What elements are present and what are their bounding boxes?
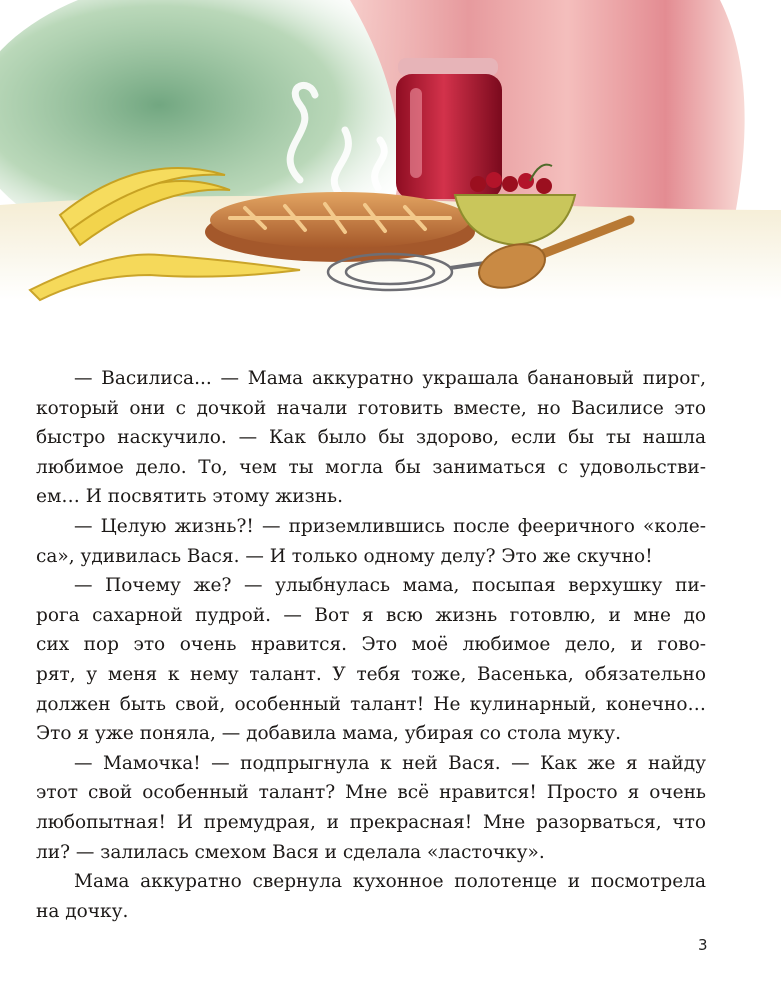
text-line: Это я уже поняла, — добавила мама, убирая со стола муку. (36, 723, 621, 745)
text-line: — Целую жизнь?! — приземлившись после фееричного «коле- (74, 515, 706, 537)
text-line: этот свой особенный талант? Мне всё нравится! Просто я очень (36, 782, 706, 804)
pie-icon (205, 192, 475, 262)
paragraph (36, 512, 706, 571)
text-line: — Мамочка! — подпрыгнула к ней Вася. — Как же я найду (74, 752, 706, 774)
kitchen-illustration (0, 0, 781, 320)
text-line: сих пор это очень нравится. Это моё любимое дело, и гово- (36, 634, 706, 656)
text-line: ем… И посвятить этому жизнь. (36, 486, 344, 508)
story-text (36, 364, 706, 926)
page-number: 3 (698, 936, 708, 954)
text-line: Мама аккуратно свернула кухонное полотенце и посмотрела (74, 871, 706, 893)
text-line: рят, у меня к нему талант. У тебя тоже, Васенька, обязательно (36, 663, 706, 685)
text-line: — Почему же? — улыбнулась мама, посыпая верхушку пи- (74, 575, 706, 597)
text-line: быстро наскучило. — Как было бы здорово, если бы ты нашла (36, 427, 706, 449)
text-line: ли? — залилась смехом Вася и сделала «ласточку». (36, 841, 545, 863)
text-line: должен быть свой, особенный талант! Не кулинарный, конечно… (36, 693, 706, 715)
jam-jar-icon (396, 58, 502, 199)
text-line: который они с дочкой начали готовить вместе, но Василисе это (36, 397, 706, 419)
text-line: на дочку. (36, 900, 129, 922)
text-line: са», удивилась Вася. — И только одному делу? Это же скучно! (36, 545, 653, 567)
paragraph (36, 749, 706, 867)
paragraph (36, 867, 706, 926)
text-line: рога сахарной пудрой. — Вот я всю жизнь готовлю, и мне до (36, 604, 706, 626)
paragraph (36, 571, 706, 749)
text-line: — Василиса... — Мама аккуратно украшала банановый пирог, (74, 368, 706, 389)
text-line: любопытная! И премудрая, и прекрасная! Мне разорваться, что (36, 811, 706, 833)
paragraph (36, 364, 706, 512)
text-line: любимое дело. То, чем ты могла бы заниматься с удовольстви- (36, 456, 706, 478)
